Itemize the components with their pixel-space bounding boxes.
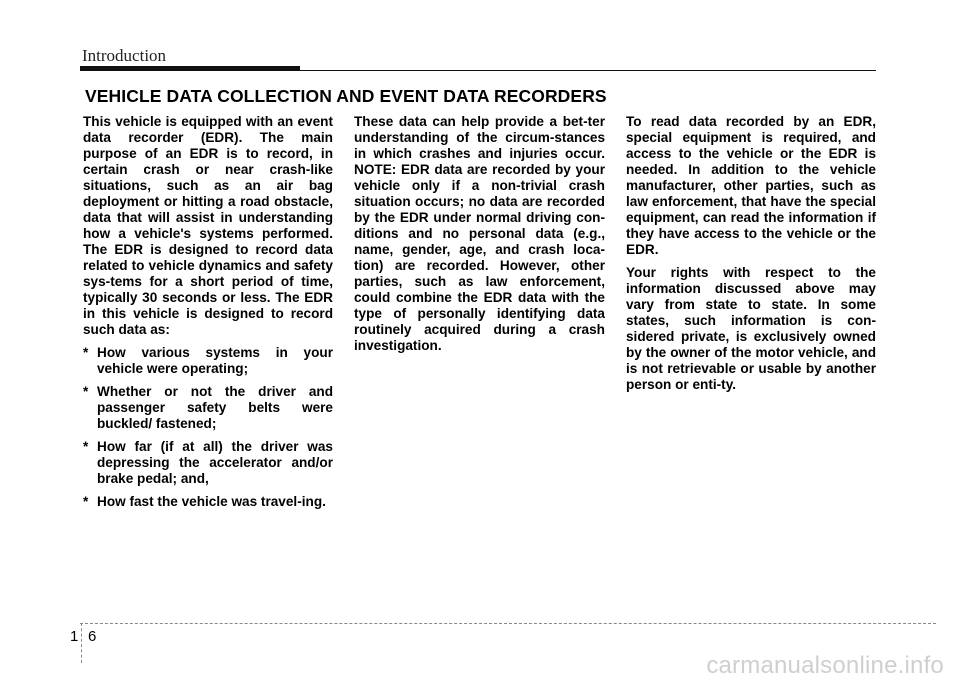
footer-divider: [81, 623, 82, 663]
edr-access-paragraph: To read data recorded by an EDR, special equipment is required, and access to the vehicle or the EDR is needed. In addition to the vehicle manufacturer, other parties, such as law enforcement, that have the special equipment, can read the information if they have access to the vehicle or the EDR.: [626, 114, 876, 257]
list-item-text: Whether or not the driver and passenger safety belts were buckled/ fastened;: [97, 384, 333, 431]
bullet-mark: *: [83, 439, 89, 454]
edr-purpose-paragraph: These data can help provide a bet-ter understanding of the circum-stances in which crashes and injuries occur. NOTE: EDR data are recorded by your vehicle only if a non-trivial crash situation occurs; no data are recorded by the EDR under normal driving con-ditions and no personal data (e.g., name, gender, age, and crash loca-tion) are recorded. However, other parties, such as law enforcement, could combine the EDR data with the type of personally identifying data routinely acquired during a crash investigation.: [354, 114, 605, 353]
header-title: Introduction: [82, 46, 167, 65]
list-item-text: How various systems in your vehicle were operating;: [97, 345, 333, 376]
header-rule: [300, 70, 876, 71]
watermark: carmanualsonline.info: [706, 652, 944, 679]
footer-rule: [80, 623, 936, 624]
section-title: VEHICLE DATA COLLECTION AND EVENT DATA RECORDERS: [85, 86, 607, 106]
list-item: [83, 384, 333, 432]
list-item: [83, 439, 333, 487]
chapter-number: 1: [70, 628, 79, 645]
column-3: [626, 114, 876, 400]
edr-rights-paragraph: Your rights with respect to the information discussed above may vary from state to state. In some states, such information is con-sidered private, is exclusively owned by the owner of the motor vehicle, and is not retrievable or usable by another person or enti-ty.: [626, 265, 876, 392]
list-item-text: How far (if at all) the driver was depressing the accelerator and/or brake pedal; and,: [97, 439, 333, 486]
page-number: 6: [88, 628, 97, 645]
column-1: [83, 114, 333, 517]
list-item: [83, 345, 333, 377]
bullet-mark: *: [83, 384, 89, 399]
list-item: [83, 494, 333, 510]
bullet-mark: *: [83, 345, 89, 360]
edr-data-list: [83, 345, 333, 510]
bullet-mark: *: [83, 494, 89, 509]
edr-intro-paragraph: This vehicle is equipped with an event data recorder (EDR). The main purpose of an EDR is to record, in certain crash or near crash-like situations, such as an air bag deployment or hitting a road obstacle, data that will assist in understanding how a vehicle's systems performed. The EDR is designed to record data related to vehicle dynamics and safety sys-tems for a short period of time, typically 30 seconds or less. The EDR in this vehicle is designed to record such data as:: [83, 114, 333, 337]
column-2: [354, 114, 605, 361]
list-item-text: How fast the vehicle was travel-ing.: [97, 494, 326, 509]
header-bar: [80, 66, 300, 71]
